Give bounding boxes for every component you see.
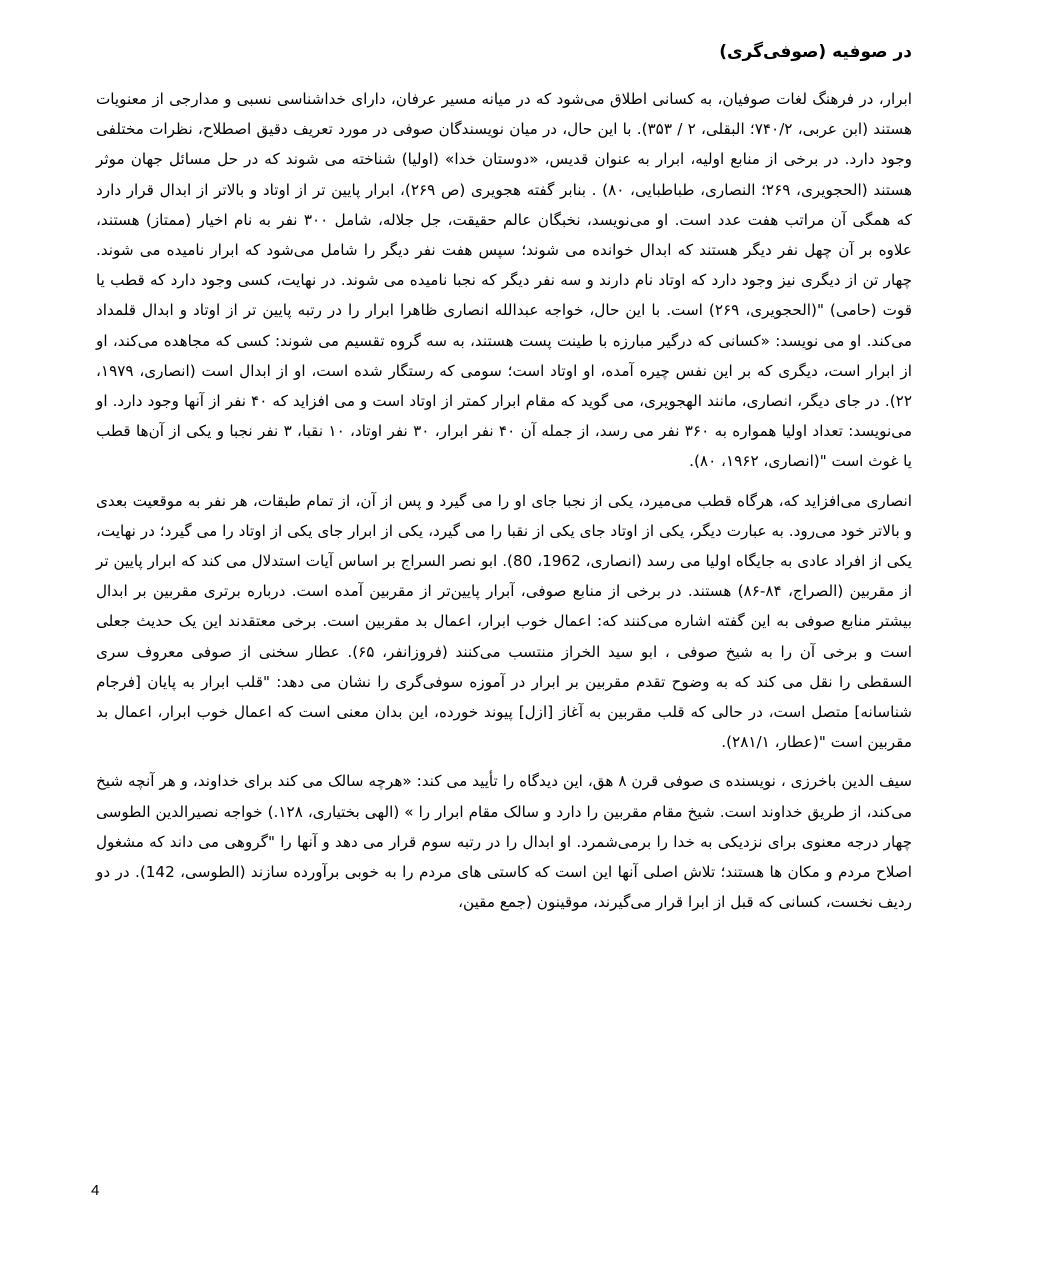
document-page (96, 36, 912, 926)
paragraph-1: ابرار، در فرهنگ لغات صوفیان، به کسانی اطلاق می‌شود که در میانه مسیر عرفان، دارای خداشناسی نسبی و مدارجی از معنویات هستند (ابن عربی، ۷۴۰/۲؛ البقلی، ۲ / ۳۵۳). با این حال، در میان نویسندگان صوفی در مورد تعریف دقیق اصطلاح، نظرات مختلفی وجود دارد. در برخی از منابع اولیه، ابرار به عنوان قدیس، «دوستان خدا» (اولیا) شناخته می شوند که در حل مسائل جهان موثر هستند (الحجویری، ۲۶۹؛ النصاری، طباطبایی، ۸۰) . بنابر گفته هجویری (ص ۲۶۹)، ابرار پایین تر از اوتاد و بالاتر از ابدال قرار دارد که همگی آن مراتب هفت عدد است. او می‌نویسد، نخبگان عالم حقیقت، جل جلاله، شامل ۳۰۰ نفر به نام اخیار (ممتاز) هستند، علاوه بر آن چهل نفر دیگر هستند که ابدال خوانده می شوند؛ سپس هفت نفر دیگر را شامل می‌شود که ابرار نامیده می شوند. چهار تن از دیگری نیز وجود دارد که اوتاد نام دارند و سه نفر دیگر که نجبا نامیده می شوند. در نهایت، کسی وجود دارد که قطب یا قوت (حامی) "(الحجویری، ۲۶۹) است. با این حال، خواجه عبدالله انصاری ظاهرا ابرار را در رتبه پایین تر از اوتاد و ابدال قلمداد می‌کند. او می نویسد: «کسانی که درگیر مبارزه با طینت پست هستند، به سه گروه تقسیم می شوند: کسی که مجاهده می‌کند، او از ابرار است، دیگری که بر این نفس چیره آمده، او اوتاد است؛ سومی که رستگار شده است، او از ابدال است (انصاری، ۱۹۷۹، ۲۲). در جای دیگر، انصاری، مانند الهجویری، می گوید که مقام ابرار کمتر از اوتاد است و می افزاید که ۴۰ نفر از آنها وجود دارد. او می‌نویسد: تعداد اولیا همواره به ۳۶۰ نفر می رسد، از جمله آن ۴۰ نفر ابرار، ۳۰ نفر اوتاد، ۱۰ نقبا، ۳ نفر نجبا و یکی از آن‌ها قطب یا غوث است "(انصاری، ۱۹۶۲، ۸۰). (96, 90, 913, 471)
page-number: 4 (91, 1182, 100, 1199)
paragraph-3: سیف الدین باخرزی ، نویسنده ی صوفی قرن ۸ هق، این دیدگاه را تأیید می کند: «هرچه سالک می کند برای خداوند، و هر آنچه شیخ می‌کند، از طریق خداوند است. شیخ مقام مقربین را دارد و سالک مقام ابرار را » (الهی بختیاری، ۱۲۸.) خواجه نصیرالدین الطوسی چهار درجه معنوی برای نزدیکی به خدا را برمی‌شمرد. او ابدال را در رتبه سوم قرار می دهد و آنها را "گروهی می داند که مشغول اصلاح مردم و مکان ها هستند؛ تلاش اصلی آنها این است که کاستی های مردم را به خوبی برآورده سازند (الطوسی، 142). در دو ردیف نخست، کسانی که قبل از ابرا قرار می‌گیرند، موقینون (جمع مقین، (96, 772, 912, 912)
paragraph-2: انصاری می‌افزاید که، هرگاه قطب می‌میرد، یکی از نجبا جای او را می گیرد و پس از آن، از تمام طبقات، هر نفر به موقعیت بعدی و بالاتر خود می‌رود. به عبارت دیگر، یکی از اوتاد جای یکی از نقبا را می گیرد، یکی از ابرار جای یکی از اوتاد را می گیرد؛ در نهایت، یکی از افراد عادی به جایگاه اولیا می رسد (انصاری، 1962، 80). ابو نصر السراج بر اساس آیات استدلال می کند که ابرار پایین تر از مقربین (الصراج، ۸۴-۸۶) هستند. در برخی از منابع صوفی، آبرار پایین‌تر از مقربین آمده است. درباره برتری مقربین بر ابدال بیشتر منابع صوفی به این گفته اشاره می‌کنند که: اعمال خوب ابرار، اعمال بد مقربین است. برخی معتقدند این یک حدیث جعلی است و برخی آن را به شیخ صوفی ، ابو سید الخراز منتسب می‌کنند (فروزانفر، ۶۵). عطار سخنی از صوفی معروف سری السقطی را نقل می کند که به وضوح تقدم مقربین بر ابرار در آموزه سوفی‌گری را نشان می دهد: "قلب ابرار به پایان [فرجام شناسانه] متصل است، در حالی که قلب مقربین به آغاز [ازل] پیوند خورده، این بدان معنی است که اعمال خوب ابرار، اعمال بد مقربین است "(عطار، ۲۸۱/۱). (96, 491, 912, 752)
section-heading: در صوفیه (صوفی‌گری) (719, 42, 912, 62)
